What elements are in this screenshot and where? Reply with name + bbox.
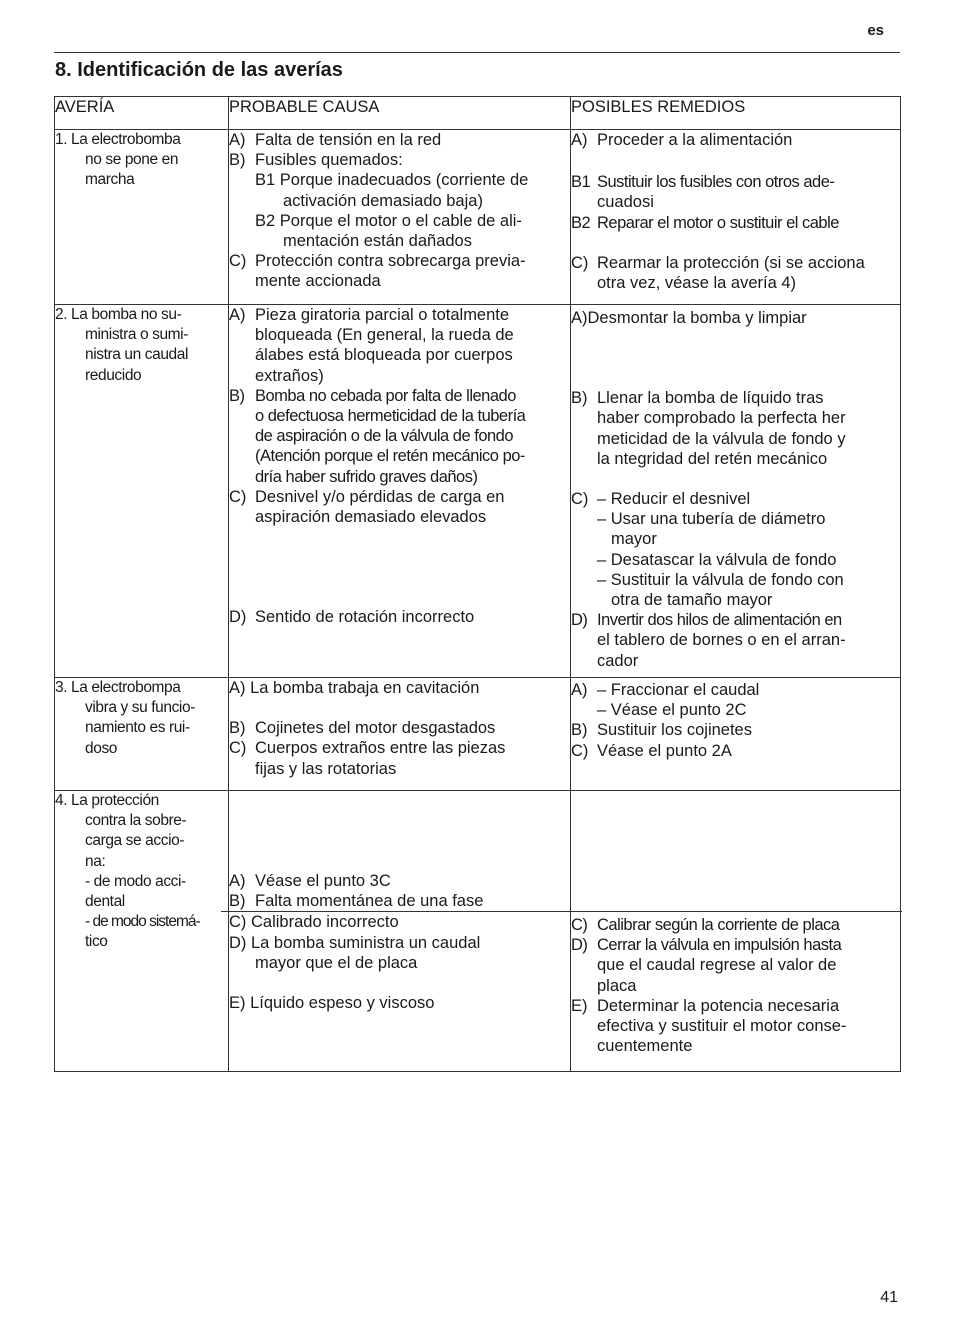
remedy-line: haber comprobado la perfecta her (597, 409, 846, 428)
header-fault: AVERÍA (55, 97, 229, 130)
fault-cell (55, 678, 229, 791)
cause-line: o defectuosa hermeticidad de la tubería (255, 407, 526, 426)
cause-line: mentación están dañados (283, 232, 472, 251)
fault-line: vibra y su funcio- (85, 699, 195, 717)
cause-line: B) Bomba no cebada por falta de llenado (229, 386, 516, 405)
language-code: es (867, 22, 884, 39)
cause-line: C) Desnivel y/o pérdidas de carga en (229, 487, 505, 506)
fault-line: 1. La electrobomba (55, 131, 181, 148)
fault-line: nistra un caudal (85, 346, 189, 364)
cause-line: fijas y las rotatorias (255, 759, 397, 778)
cause-line: A) Pieza giratoria parcial o totalmente (229, 306, 510, 324)
remedy-line: meticidad de la válvula de fondo y (597, 429, 846, 448)
cause-line: C) Calibrado incorrecto (229, 913, 399, 932)
fault-line: ministra o sumi- (85, 326, 188, 344)
remedy-line: C) Véase el punto 2A (571, 741, 732, 760)
cause-line: A) Véase el punto 3C (229, 872, 391, 890)
cause-line: A) La bomba trabaja en cavitación (229, 679, 480, 697)
fault-line: carga se accio- (85, 832, 185, 850)
cause-line: mayor que el de placa (255, 953, 418, 972)
fault-line: - de modo acci- (85, 872, 186, 890)
remedy-line: cuadosi (597, 193, 654, 212)
remedy-line: D) Invertir dos hilos de alimentación en (571, 611, 842, 630)
remedy-line: la ntegridad del retén mecánico (597, 449, 828, 468)
cause-line: activación demasiado baja) (283, 191, 483, 210)
cause-line: D) La bomba suministra un caudal (229, 933, 481, 952)
cause-line: dría haber sufrido graves daños) (255, 467, 478, 486)
header-rule (54, 52, 900, 53)
remedy-line: – Sustituir la válvula de fondo con (597, 570, 844, 589)
fault-line: 2. La bomba no su- (55, 306, 182, 323)
remedy-line: A) Proceder a la alimentación (571, 131, 793, 149)
cause-line: (Atención porque el retén mecánico po- (255, 447, 525, 466)
fault-line: namiento es rui- (85, 719, 190, 737)
remedy-line: B) Llenar la bomba de líquido tras (571, 389, 824, 408)
header-remedy: POSIBLES REMEDIOS (571, 97, 901, 130)
remedy-line: C) Calibrar según la corriente de placa (571, 916, 840, 934)
remedy-line: – Desatascar la válvula de fondo (597, 550, 837, 569)
remedy-line: B) Sustituir los cojinetes (571, 721, 752, 740)
remedy-cell (571, 791, 901, 1072)
remedy-cell (571, 130, 901, 305)
remedy-line: cuentemente (597, 1037, 693, 1056)
remedy-line: placa (597, 976, 637, 995)
remedy-line: A) – Fraccionar el caudal (571, 681, 760, 699)
remedy-line: A)Desmontar la bomba y limpiar (571, 309, 807, 327)
remedy-line: otra de tamaño mayor (611, 591, 773, 610)
fault-line: contra la sobre- (85, 812, 187, 830)
cause-line: B) Falta momentánea de una fase (229, 892, 484, 911)
cell-divider (559, 911, 902, 912)
remedy-line: C) – Reducir el desnivel (571, 490, 751, 509)
cause-line: álabes está bloqueada por cuerpos (255, 346, 513, 365)
cause-line: de aspiración o de la válvula de fondo (255, 427, 514, 446)
cause-line: C) Cuerpos extraños entre las piezas (229, 739, 506, 758)
table-row (55, 678, 901, 791)
fault-line: 4. La protección (55, 792, 159, 809)
remedy-line: B2 Reparar el motor o sustituir el cable (571, 213, 839, 232)
page-number: 41 (880, 1289, 898, 1306)
remedy-line: B1 Sustituir los fusibles con otros ade- (571, 173, 835, 192)
cause-line: extraños) (255, 366, 324, 385)
troubleshooting-table (54, 96, 901, 1072)
remedy-line: efectiva y sustituir el motor conse- (597, 1017, 847, 1036)
cause-line: B) Fusibles quemados: (229, 151, 403, 170)
remedy-line: cador (597, 651, 639, 670)
fault-cell (55, 305, 229, 678)
remedy-cell (571, 678, 901, 791)
cause-line: E) Líquido espeso y viscoso (229, 994, 435, 1013)
remedy-line: que el caudal regrese al valor de (597, 956, 837, 975)
fault-line: doso (85, 739, 118, 757)
remedy-line: el tablero de bornes o en el arran- (597, 631, 846, 650)
fault-line: reducido (85, 366, 142, 384)
remedy-line: D) Cerrar la válvula en impulsión hasta (571, 936, 842, 955)
cause-line: B2 Porque el motor o el cable de ali- (255, 211, 522, 230)
cause-line: B) Cojinetes del motor desgastados (229, 719, 496, 738)
remedy-line: – Véase el punto 2C (597, 701, 747, 720)
fault-cell (55, 130, 229, 305)
cause-cell (229, 305, 571, 678)
cause-line: aspiración demasiado elevados (255, 508, 487, 527)
remedy-cell (571, 305, 901, 678)
cause-cell (229, 791, 571, 1072)
cause-cell (229, 678, 571, 791)
table-row (55, 130, 901, 305)
fault-line: dental (85, 893, 125, 911)
table-row (55, 305, 901, 678)
remedy-line: C) Rearmar la protección (si se acciona (571, 253, 865, 272)
fault-line: 3. La electrobompa (55, 679, 181, 696)
cause-line: B1 Porque inadecuados (corriente de (255, 171, 529, 190)
remedy-line: mayor (611, 530, 657, 549)
cause-line: C) Protección contra sobrecarga previa- (229, 252, 526, 271)
section-title: 8. Identificación de las averías (55, 59, 343, 81)
remedy-line: otra vez, véase la avería 4) (597, 274, 797, 293)
cause-cell (229, 130, 571, 305)
fault-line: no se pone en (85, 151, 179, 169)
cause-line: mente accionada (255, 272, 381, 291)
cause-line: A) Falta de tensión en la red (229, 131, 442, 149)
remedy-line: – Usar una tubería de diámetro (597, 510, 826, 529)
fault-line: - de modo sistemá- (85, 913, 200, 931)
fault-line: tico (85, 933, 108, 951)
table-header-row (55, 97, 901, 130)
fault-line: marcha (85, 171, 135, 189)
remedy-line: E) Determinar la potencia necesaria (571, 996, 840, 1015)
cause-line: bloqueada (En general, la rueda de (255, 326, 514, 345)
fault-cell (55, 791, 229, 1072)
header-cause: PROBABLE CAUSA (229, 97, 571, 130)
fault-line: na: (85, 852, 106, 870)
table-row (55, 791, 901, 1072)
cause-line: D) Sentido de rotación incorrecto (229, 608, 475, 627)
